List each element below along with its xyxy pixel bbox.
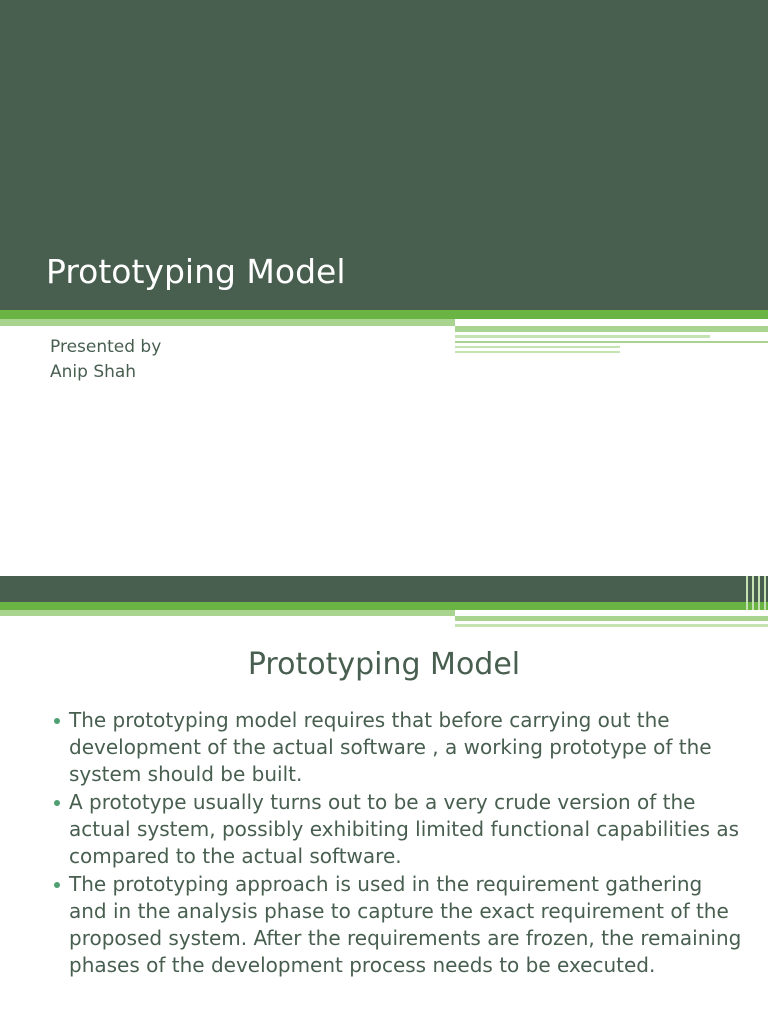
light-green-accent-bar <box>0 319 455 326</box>
presenter-subtitle <box>50 335 161 385</box>
bullet-icon <box>54 718 60 724</box>
list-item: The prototyping model requires that before carrying out the development of the actual software , a working prototype of the system should be built. <box>52 707 742 788</box>
content-slide <box>0 576 768 1024</box>
green-accent-bar <box>0 602 768 610</box>
accent-stripe <box>455 346 620 348</box>
accent-stripe <box>752 576 754 610</box>
accent-stripe <box>455 341 768 343</box>
content-header-band <box>0 576 768 602</box>
bullet-list <box>52 707 742 980</box>
bullet-icon <box>54 800 60 806</box>
accent-stripe <box>455 335 710 338</box>
accent-stripe <box>746 576 748 610</box>
bullet-icon <box>54 882 60 888</box>
list-item: A prototype usually turns out to be a very crude version of the actual system, possibly exhibiting limited functional capabilities as compared to the actual software. <box>52 789 742 870</box>
presented-by-label: Presented by <box>50 337 162 357</box>
list-item: The prototyping approach is used in the requirement gathering and in the analysis phase to capture the exact requirement of the proposed system. After the requirements are frozen, the remaining phases of the development process needs to be executed. <box>52 871 742 979</box>
accent-stripe <box>455 351 620 353</box>
light-green-accent-bar <box>0 610 455 616</box>
accent-stripe <box>455 326 768 332</box>
green-accent-bar <box>0 310 768 319</box>
accent-stripe <box>758 576 760 610</box>
accent-stripe <box>455 624 768 627</box>
slide-title: Prototyping Model <box>247 647 521 682</box>
accent-stripe <box>764 576 766 610</box>
slide-title: Prototyping Model <box>46 252 346 291</box>
presenter-name: Anip Shah <box>50 362 137 382</box>
accent-stripe <box>455 616 768 621</box>
